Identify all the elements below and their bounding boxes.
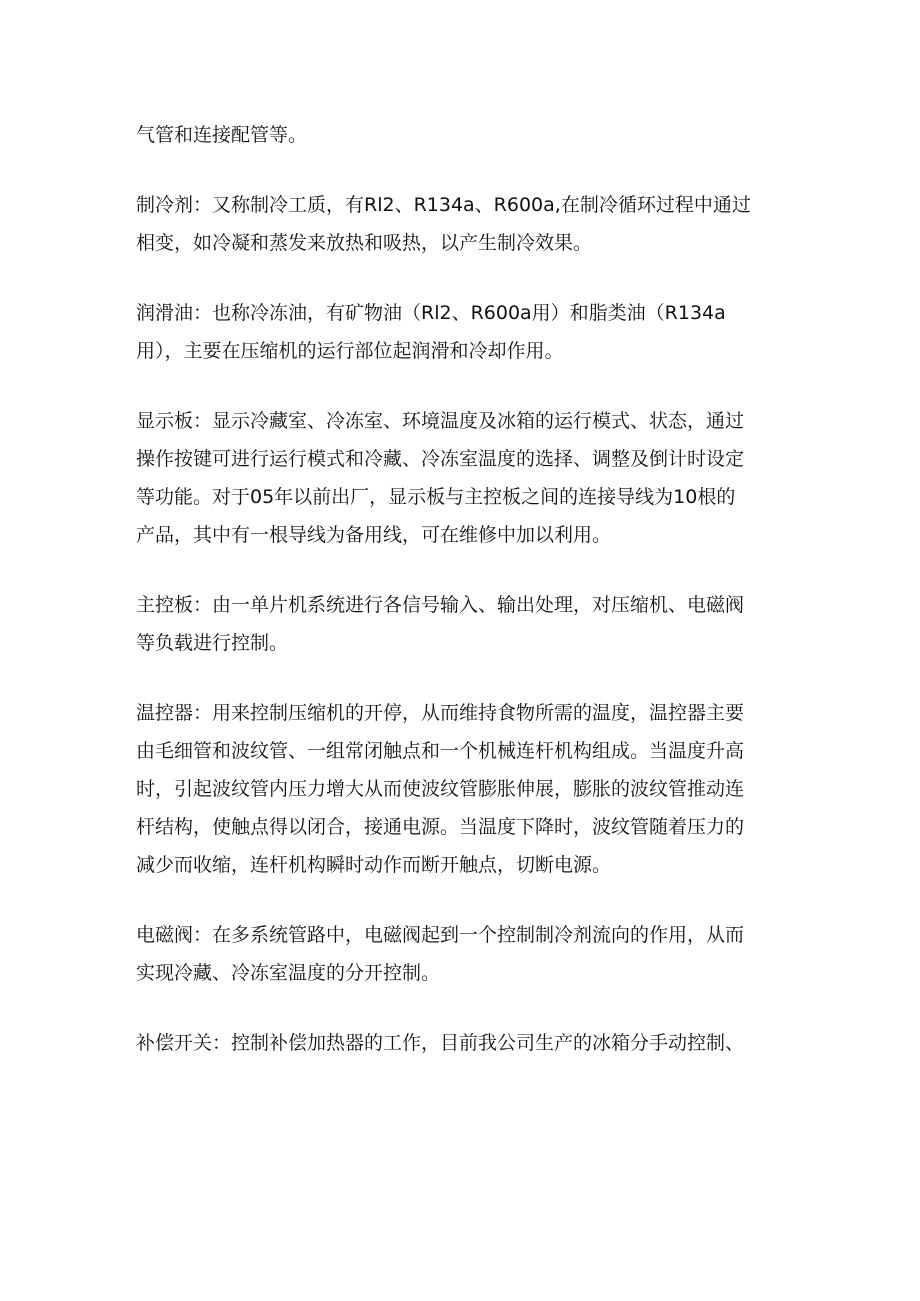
- paragraph-compensation-switch: [136, 1024, 786, 1062]
- text-line: 操作按键可进行运行模式和冷藏、冷冻室温度的选择、调整及倒计时设定: [136, 448, 745, 470]
- paragraph-display-board: [136, 402, 786, 554]
- text-line: 用），主要在压缩机的运行部位起润滑和冷却作用。: [136, 340, 564, 362]
- text-line: 实现冷藏、冷冻室温度的分开控制。: [136, 962, 441, 984]
- text-line: 时，引起波纹管内压力增大从而使波纹管膨胀伸展，膨胀的波纹管推动连: [136, 778, 745, 800]
- text-line: 等功能。对于05年以前出厂，显示板与主控板之间的连接导线为10根的: [136, 486, 736, 508]
- text-line: 制冷剂：又称制冷工质，有Rl2、R134a、R600a,在制冷循环过程中通过: [136, 194, 751, 216]
- text-line: 减少而收缩，连杆机构瞬时动作而断开触点，切断电源。: [136, 854, 612, 876]
- text-line: 补偿开关：控制补偿加热器的工作，目前我公司生产的冰箱分手动控制、: [136, 1032, 745, 1054]
- text-line: 电磁阀：在多系统管路中，电磁阀起到一个控制制冷剂流向的作用，从而: [136, 924, 745, 946]
- paragraph-lubricating-oil: [136, 294, 786, 370]
- paragraph-thermostat: [136, 694, 786, 884]
- paragraph-solenoid-valve: [136, 916, 786, 992]
- paragraph-gas-pipes: [136, 116, 786, 154]
- document-body: [136, 116, 786, 1094]
- paragraph-refrigerant: [136, 186, 786, 262]
- text-line: 等负载进行控制。: [136, 632, 289, 654]
- text-line: 温控器：用来控制压缩机的开停，从而维持食物所需的温度，温控器主要: [136, 702, 745, 724]
- text-line: 杆结构，使触点得以闭合，接通电源。当温度下降时，波纹管随着压力的: [136, 816, 745, 838]
- text-line: 主控板：由一单片机系统进行各信号输入、输出处理，对压缩机、电磁阀: [136, 594, 745, 616]
- paragraph-main-control-board: [136, 586, 786, 662]
- text-line: 相变，如冷凝和蒸发来放热和吸热，以产生制冷效果。: [136, 232, 593, 254]
- text-line: 由毛细管和波纹管、一组常闭触点和一个机械连杆机构组成。当温度升高: [136, 740, 745, 762]
- text-line: 产品，其中有一根导线为备用线，可在维修中加以利用。: [136, 524, 612, 546]
- text-line: 气管和连接配管等。: [136, 124, 308, 146]
- text-line: 润滑油：也称冷冻油，有矿物油（Rl2、R600a用）和脂类油（R134a: [136, 302, 726, 324]
- text-line: 显示板：显示冷藏室、冷冻室、环境温度及冰箱的运行模式、状态，通过: [136, 410, 745, 432]
